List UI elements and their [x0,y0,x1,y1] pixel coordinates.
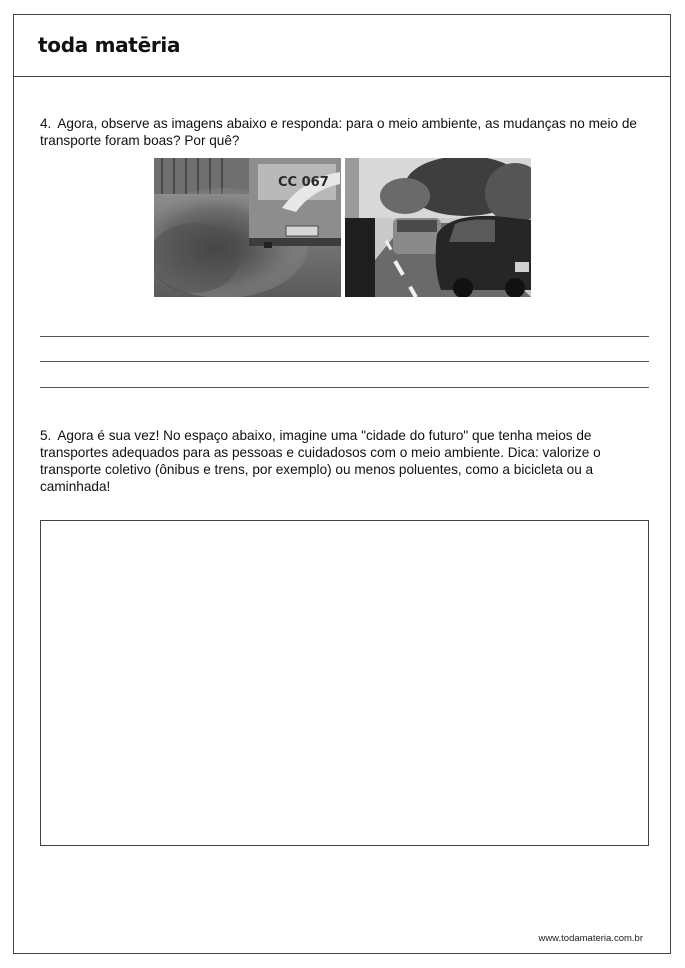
bus-number-text: CC 067 [278,175,329,190]
question-number: 5. [40,428,52,443]
question-number: 4. [40,116,52,131]
question-text: Agora é sua vez! No espaço abaixo, imagine uma "cidade do futuro" que tenha meios de transportes adequados para as pessoas e cuidadosos com o meio ambiente. Dica: valorize o transporte coletivo (ônibus e trens, por exemplo) ou menos poluentes, como a bicicleta ou a caminhada! [40,428,601,494]
question-text: Agora, observe as imagens abaixo e responda: para o meio ambiente, as mudanças no meio de transporte foram boas? Por quê? [40,116,637,148]
footer-url: www.todamateria.com.br [538,933,643,944]
drawing-area[interactable] [40,520,649,846]
question-4 [40,115,652,149]
answer-line[interactable] [40,336,649,337]
worksheet-page [13,14,671,954]
traffic-jam-photo [345,158,531,297]
question-5 [40,427,652,495]
bus-smoke-photo [154,158,341,297]
answer-line[interactable] [40,361,649,362]
answer-line[interactable] [40,387,649,388]
page-header [14,15,670,77]
brand-logo: toda matēria [38,33,181,57]
